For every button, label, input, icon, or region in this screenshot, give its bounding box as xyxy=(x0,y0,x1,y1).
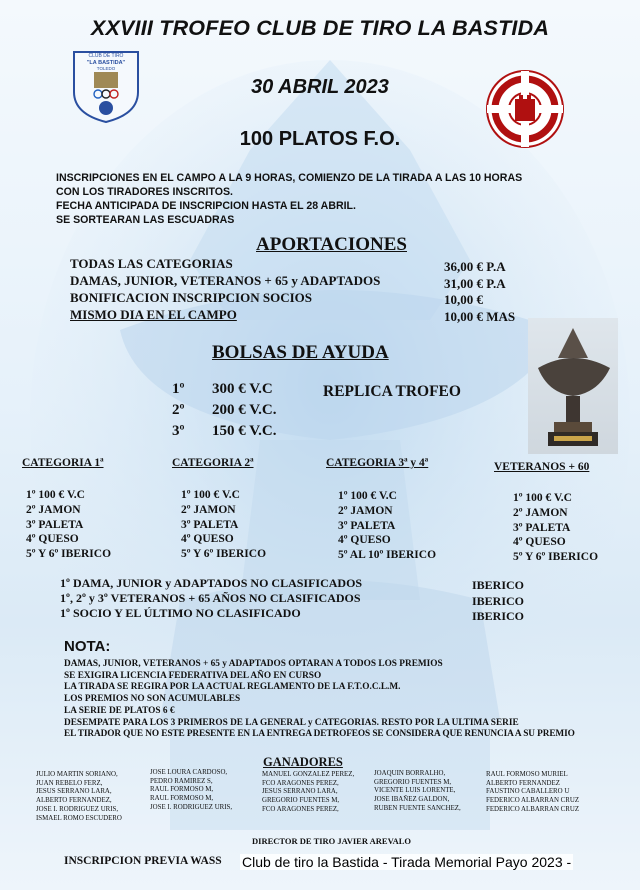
category-prizes xyxy=(513,491,598,565)
nota-line: EL TIRADOR QUE NO ESTE PRESENTE EN LA ENTREGA DETROFEOS SE CONSIDERA QUE RENUNCIA A SU PREMIO xyxy=(64,729,575,740)
winner-name: GREGORIO FUENTES M, xyxy=(262,797,340,805)
bolsas-heading: BOLSAS DE AYUDA xyxy=(212,342,389,363)
bolsa-amount: 150 € V.C. xyxy=(212,423,277,439)
aportaciones-heading: APORTACIONES xyxy=(256,234,407,255)
fee-price: 31,00 € P.A xyxy=(444,276,506,291)
fee-label: BONIFICACION INSCRIPCION SOCIOS xyxy=(70,290,312,305)
bottom-inscription: INSCRIPCION PREVIA WASS xyxy=(64,855,222,867)
winner-name: JOSE I. RODRIGUEZ URIS, xyxy=(150,803,233,811)
prize-item: 5º AL 10º IBERICO xyxy=(338,549,437,562)
ganadores-heading: GANADORES xyxy=(263,755,343,769)
winner-name: FCO ARAGONES PEREZ, xyxy=(262,805,339,813)
winner-name: JESUS SERRANO LARA, xyxy=(36,788,112,796)
prize-item: 1º 100 € V.C xyxy=(338,490,397,502)
category-prizes xyxy=(181,488,266,562)
unclassified-label: 1º DAMA, JUNIOR y ADAPTADOS NO CLASIFICADOS xyxy=(60,576,363,590)
bolsa-position: 1º xyxy=(172,381,185,397)
inscription-line: FECHA ANTICIPADA DE INSCRIPCION HASTA EL 28 ABRIL. xyxy=(56,200,356,212)
event-format: 100 PLATOS F.O. xyxy=(239,128,401,150)
trophy-icon xyxy=(528,318,618,454)
nota-line: LA TIRADA SE REGIRA POR LA ACTUAL REGLAMENTO DE LA F.T.O.C.L.M. xyxy=(64,682,401,693)
category-prizes xyxy=(338,489,436,563)
prize-item: 5º Y 6º IBERICO xyxy=(26,548,112,561)
winner-name: JULIO MARTIN SORIANO, xyxy=(36,771,118,778)
winner-name: RAUL FORMOSO M, xyxy=(150,795,214,803)
winner-name: MANUEL GONZALEZ PEREZ, xyxy=(262,771,355,778)
winner-name: FCO ARAGONES PEREZ, xyxy=(262,779,339,787)
winner-name: ALBERTO FERNANDEZ xyxy=(486,779,560,787)
category-prizes xyxy=(26,488,111,562)
unclassified-label: 1º SOCIO Y EL ÚLTIMO NO CLASIFICADO xyxy=(60,606,301,620)
logo-text-2: "LA BASTIDA" xyxy=(86,60,126,66)
winner-name: RAUL FORMOSO MURIEL xyxy=(486,771,568,778)
director-line: DIRECTOR DE TIRO JAVIER AREVALO xyxy=(252,836,412,846)
fee-price: 36,00 € P.A xyxy=(444,259,506,274)
bolsa-position: 3º xyxy=(172,423,185,439)
fee-label: MISMO DIA EN EL CAMPO xyxy=(70,307,237,322)
winner-name: FEDERICO ALBARRAN CRUZ xyxy=(486,797,580,805)
fee-label: TODAS LAS CATEGORIAS xyxy=(70,256,233,271)
prize-item: 3º PALETA xyxy=(513,521,571,534)
inscription-info xyxy=(56,171,522,227)
winners-column xyxy=(486,771,579,815)
winner-name: JOSE IBAÑEZ GALDON, xyxy=(374,796,450,804)
page-title: XXVIII TROFEO CLUB DE TIRO LA BASTIDA xyxy=(90,16,550,40)
unclassified-prize: IBERICO xyxy=(472,609,525,623)
prize-item: 3º PALETA xyxy=(338,519,396,532)
winner-name: JOSE LOURA CARDOSO, xyxy=(150,769,228,776)
nota-line: DESEMPATE PARA LOS 3 PRIMEROS DE LA GENERAL y CATEGORIAS. RESTO POR LA ULTIMA SERIE xyxy=(64,717,519,728)
category-heading: CATEGORIA 2ª xyxy=(172,457,254,469)
prize-item: 4º QUESO xyxy=(513,536,566,549)
prize-item: 3º PALETA xyxy=(181,518,239,531)
nota-heading: NOTA: xyxy=(64,638,111,655)
winner-name: JOSE I. RODRIGUEZ URIS, xyxy=(36,805,119,813)
image-caption: Club de tiro la Bastida - Tirada Memorial Payo 2023 - xyxy=(242,854,572,870)
unclassified-label: 1º, 2º y 3º VETERANOS + 65 AÑOS NO CLASIFICADOS xyxy=(60,591,361,605)
trophy-photo xyxy=(528,318,618,454)
prize-item: 4º QUESO xyxy=(181,533,234,546)
winner-name: ALBERTO FERNANDEZ, xyxy=(36,797,112,805)
nota-line: SE EXIGIRA LICENCIA FEDERATIVA DEL AÑO EN CURSO xyxy=(64,670,322,681)
replica-trophy: REPLICA TROFEO xyxy=(323,383,461,400)
winner-name: PEDRO RAMIREZ S, xyxy=(150,777,213,785)
fee-label: DAMAS, JUNIOR, VETERANOS + 65 y ADAPTADOS xyxy=(70,273,381,288)
winner-name: VICENTE LUIS LORENTE, xyxy=(374,787,456,795)
fee-price: 10,00 € MAS xyxy=(444,309,516,324)
target-logo-icon xyxy=(485,69,565,149)
nota-line: DAMAS, JUNIOR, VETERANOS + 65 y ADAPTADOS OPTARAN A TODOS LOS PREMIOS xyxy=(64,659,443,669)
nota-lines xyxy=(64,659,575,741)
club-logo xyxy=(70,48,142,124)
nota-line: LOS PREMIOS NO SON ACUMULABLES xyxy=(64,694,241,705)
winners-column xyxy=(374,770,461,814)
event-date: 30 ABRIL 2023 xyxy=(251,76,389,98)
prize-item: 4º QUESO xyxy=(26,533,79,546)
unclassified-prize: IBERICO xyxy=(472,578,525,592)
prize-item: 4º QUESO xyxy=(338,534,391,547)
winner-name: ISMAEL ROMO ESCUDERO xyxy=(36,814,122,822)
category-heading: CATEGORIA 3ª y 4ª xyxy=(326,457,429,469)
winner-name: GREGORIO FUENTES M, xyxy=(374,778,452,786)
winner-name: FAUSTINO CABALLERO U xyxy=(486,788,570,796)
winners-column xyxy=(262,771,354,815)
winner-name: JUAN REBELO FERZ, xyxy=(36,779,103,787)
category-heading: CATEGORIA 1ª xyxy=(22,457,104,469)
prize-item: 2º JAMON xyxy=(26,503,81,516)
prize-item: 1º 100 € V.C xyxy=(26,489,85,501)
category-heading: VETERANOS + 60 xyxy=(494,461,590,473)
bolsa-amount: 300 € V.C xyxy=(212,381,273,397)
winner-name: RUBEN FUENTE SANCHEZ, xyxy=(374,804,461,812)
winner-name: JOAQUIN BORRALHO, xyxy=(374,770,446,777)
inscription-line: INSCRIPCIONES EN EL CAMPO A LA 9 HORAS, COMIENZO DE LA TIRADA A LAS 10 HORAS xyxy=(56,172,523,184)
prize-item: 2º JAMON xyxy=(181,503,236,516)
prize-item: 1º 100 € V.C xyxy=(181,489,240,501)
prize-item: 1º 100 € V.C xyxy=(513,492,572,504)
logo-text-3: TOLEDO xyxy=(96,66,116,71)
prize-item: 5º Y 6º IBERICO xyxy=(513,551,599,564)
prize-item: 5º Y 6º IBERICO xyxy=(181,548,267,561)
winner-name: JESUS SERRANO LARA, xyxy=(262,788,338,796)
winners-column xyxy=(150,769,232,813)
nota-line: LA SERIE DE PLATOS 6 € xyxy=(64,705,175,716)
inscription-line: CON LOS TIRADORES INSCRITOS. xyxy=(56,186,233,198)
winner-name: FEDERICO ALBARRAN CRUZ xyxy=(486,805,580,813)
prize-item: 3º PALETA xyxy=(26,518,84,531)
bolsa-amount: 200 € V.C. xyxy=(212,402,277,418)
bolsa-position: 2º xyxy=(172,402,185,418)
prize-item: 2º JAMON xyxy=(338,504,393,517)
inscription-line: SE SORTEARAN LAS ESCUADRAS xyxy=(56,214,235,226)
winner-name: RAUL FORMOSO M, xyxy=(150,786,214,794)
fee-price: 10,00 € xyxy=(444,292,483,307)
prize-item: 2º JAMON xyxy=(513,506,568,519)
winners-column xyxy=(36,771,122,823)
logo-text-1: CLUB DE TIRO xyxy=(88,53,124,59)
unclassified-prize: IBERICO xyxy=(472,594,525,608)
